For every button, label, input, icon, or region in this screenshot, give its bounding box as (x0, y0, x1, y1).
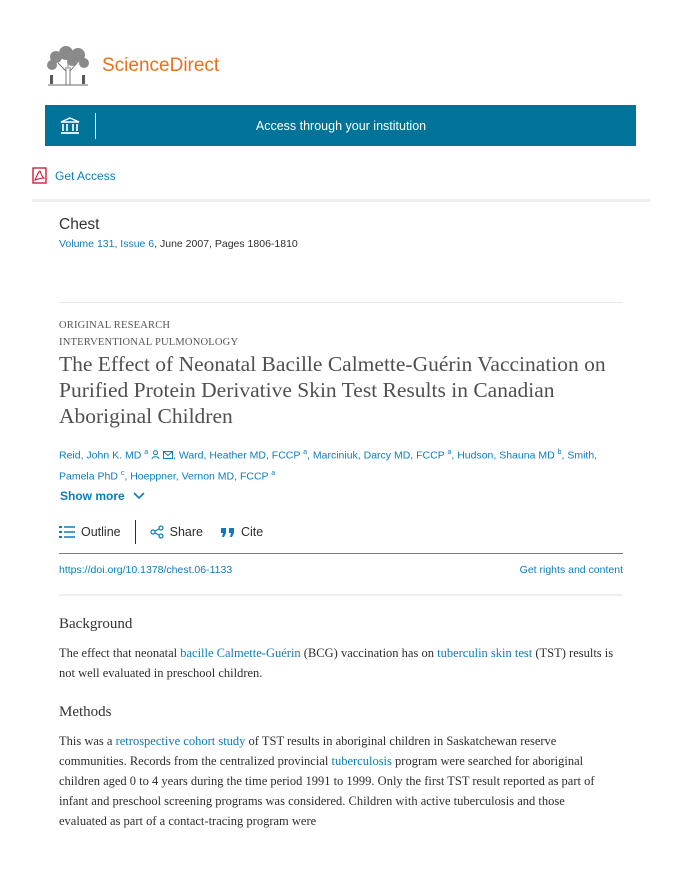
person-icon[interactable] (151, 450, 160, 459)
cite-button[interactable] (221, 525, 263, 539)
author-affiliation[interactable]: a (271, 469, 276, 477)
pdf-icon (32, 167, 48, 184)
author-affiliation[interactable]: a (144, 449, 149, 456)
elsevier-tree-icon (44, 45, 92, 87)
volume-issue-link[interactable]: Volume 131, Issue 6 (59, 238, 155, 250)
access-divider (95, 113, 96, 139)
author-affiliation[interactable]: a (303, 449, 308, 456)
background-paragraph (59, 643, 619, 683)
share-icon (150, 525, 164, 539)
author-affiliation[interactable]: a (447, 449, 452, 456)
author-affiliation[interactable]: c (120, 469, 125, 477)
text-run: This was a (59, 734, 116, 748)
access-through-institution-button[interactable] (45, 105, 636, 146)
text-run: of TST results in aboriginal children in Saskatchewan reserve communities. Records from the centralized provincial (59, 734, 557, 768)
methods-paragraph (59, 731, 615, 831)
chevron-down-icon (133, 492, 145, 500)
methods-heading: Methods (59, 704, 112, 720)
outline-list-icon (59, 525, 75, 539)
author-link[interactable]: Ward, Heather MD, FCCP (178, 449, 301, 462)
cite-label: Cite (240, 525, 264, 539)
article-subcategory: INTERVENTIONAL PULMONOLOGY (59, 337, 239, 348)
text-run: (BCG) vaccination has on (300, 646, 438, 660)
get-access-label: Get Access (55, 168, 116, 183)
get-access-link[interactable] (32, 167, 116, 184)
tuberculosis-link[interactable]: tuberculosis (331, 754, 392, 768)
access-label: Access through your institution (255, 118, 427, 133)
share-label: Share (169, 525, 203, 539)
show-more-label: Show more (60, 489, 125, 503)
volume-info (59, 238, 298, 250)
toolbar-divider-line (59, 553, 623, 554)
header-divider (32, 199, 650, 202)
outline-button[interactable] (59, 525, 121, 539)
article-category: ORIGINAL RESEARCH (59, 320, 171, 331)
toolbar-divider (135, 520, 136, 544)
author-affiliation[interactable]: b (557, 449, 562, 456)
share-button[interactable] (150, 525, 203, 539)
cohort-study-link[interactable]: retrospective cohort study (115, 734, 246, 748)
doi-link[interactable]: https://doi.org/10.1378/chest.06-1133 (59, 564, 233, 576)
outline-label: Outline (81, 525, 121, 539)
author-link[interactable]: Reid, John K. MD (59, 449, 142, 462)
bcg-link[interactable]: bacille Calmette-Guérin (180, 646, 301, 660)
brand-name: ScienceDirect (102, 55, 220, 76)
author-link[interactable]: Smith, Pamela PhD (59, 449, 598, 482)
author-list: Reid, John K. MD $^a$ , Ward, Heather MD, FCCP $^a$, Marciniuk, Darcy MD, FCCP $^a$, Hudson, Shauna MD $^b$, Smith, Pamela PhD $^c$, Hoeppner, Vernon MD, FCCP $^a$ (59, 449, 598, 482)
show-more-button[interactable] (60, 489, 145, 503)
article-title: The Effect of Neonatal Bacille Calmette-Guérin Vaccination on Purified Protein Derivative Skin Test Results in Canadian Aboriginal Children (59, 352, 606, 428)
text-run: (TST) results is not well evaluated in preschool children. (59, 646, 614, 680)
institution-icon (45, 105, 95, 146)
sciencedirect-logo[interactable] (44, 44, 224, 88)
author-link[interactable]: Hudson, Shauna MD (457, 449, 555, 462)
email-icon[interactable] (163, 451, 173, 459)
journal-title[interactable]: Chest (59, 216, 100, 233)
date-pages: , June 2007, Pages 1806-1810 (154, 238, 298, 250)
article-toolbar (59, 519, 263, 545)
author-link[interactable]: Marciniuk, Darcy MD, FCCP (312, 449, 445, 462)
author-link[interactable]: Hoeppner, Vernon MD, FCCP (130, 470, 269, 482)
journal-divider (59, 302, 623, 303)
text-run: program were searched for aboriginal children aged 0 to 4 years during the time period 1991 to 1999. Only the first TST result reported as part of infant and preschool screening programs was considered. Children with active tuberculosis and those evaluated as part of a contact-tracing program were (59, 754, 595, 828)
rights-link[interactable]: Get rights and content (519, 564, 623, 576)
abstract-divider (59, 594, 623, 596)
background-heading: Background (59, 616, 133, 632)
text-run: The effect that neonatal (59, 646, 181, 660)
tst-link[interactable]: tuberculin skin test (437, 646, 533, 660)
quote-icon (221, 526, 235, 538)
